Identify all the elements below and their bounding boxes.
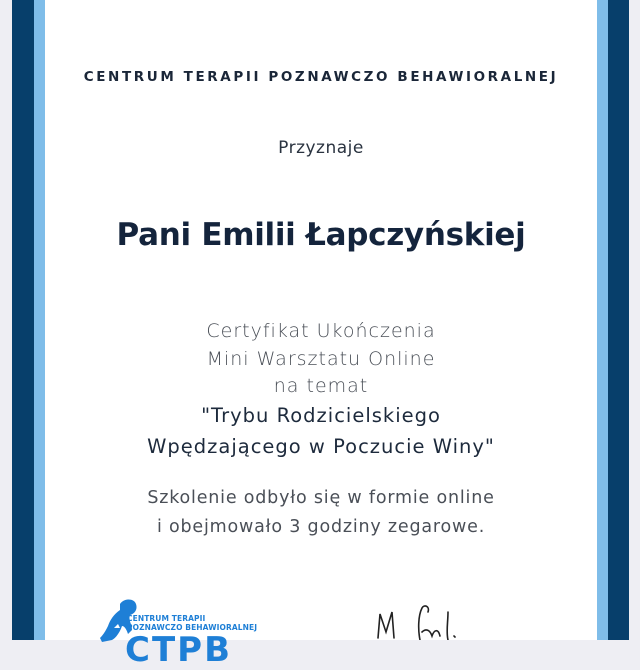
recipient-name: Pani Emilii Łapczyńskiej bbox=[116, 217, 526, 253]
topic-line: "Trybu Rodzicielskiego bbox=[201, 404, 441, 427]
organization-header: CENTRUM TERAPII POZNAWCZO BEHAWIORALNEJ bbox=[83, 69, 559, 85]
border-inner-left bbox=[34, 0, 45, 640]
certificate-title-line: Certyfikat Ukończenia bbox=[206, 320, 436, 342]
certificate-title-line: na temat bbox=[273, 375, 369, 397]
logo-text-line1: CENTRUM TERAPII bbox=[127, 614, 206, 623]
border-outer-left bbox=[12, 0, 34, 640]
certificate-paper bbox=[45, 0, 597, 640]
border-inner-right bbox=[597, 0, 608, 640]
border-outer-right bbox=[608, 0, 629, 640]
signature-icon bbox=[330, 600, 480, 640]
certificate-title-line: Mini Warsztatu Online bbox=[206, 348, 436, 370]
info-line: Szkolenie odbyło się w formie online bbox=[147, 488, 495, 508]
topic-line: Wpędzającego w Poczucie Winy" bbox=[147, 435, 495, 458]
logo-text-line2: POZNAWCZO BEHAWIORALNEJ bbox=[127, 623, 258, 632]
logo-abbreviation: CTPB bbox=[125, 630, 232, 670]
intro-text: Przyznaje bbox=[278, 138, 364, 158]
info-line: i obejmowało 3 godziny zegarowe. bbox=[156, 517, 486, 537]
